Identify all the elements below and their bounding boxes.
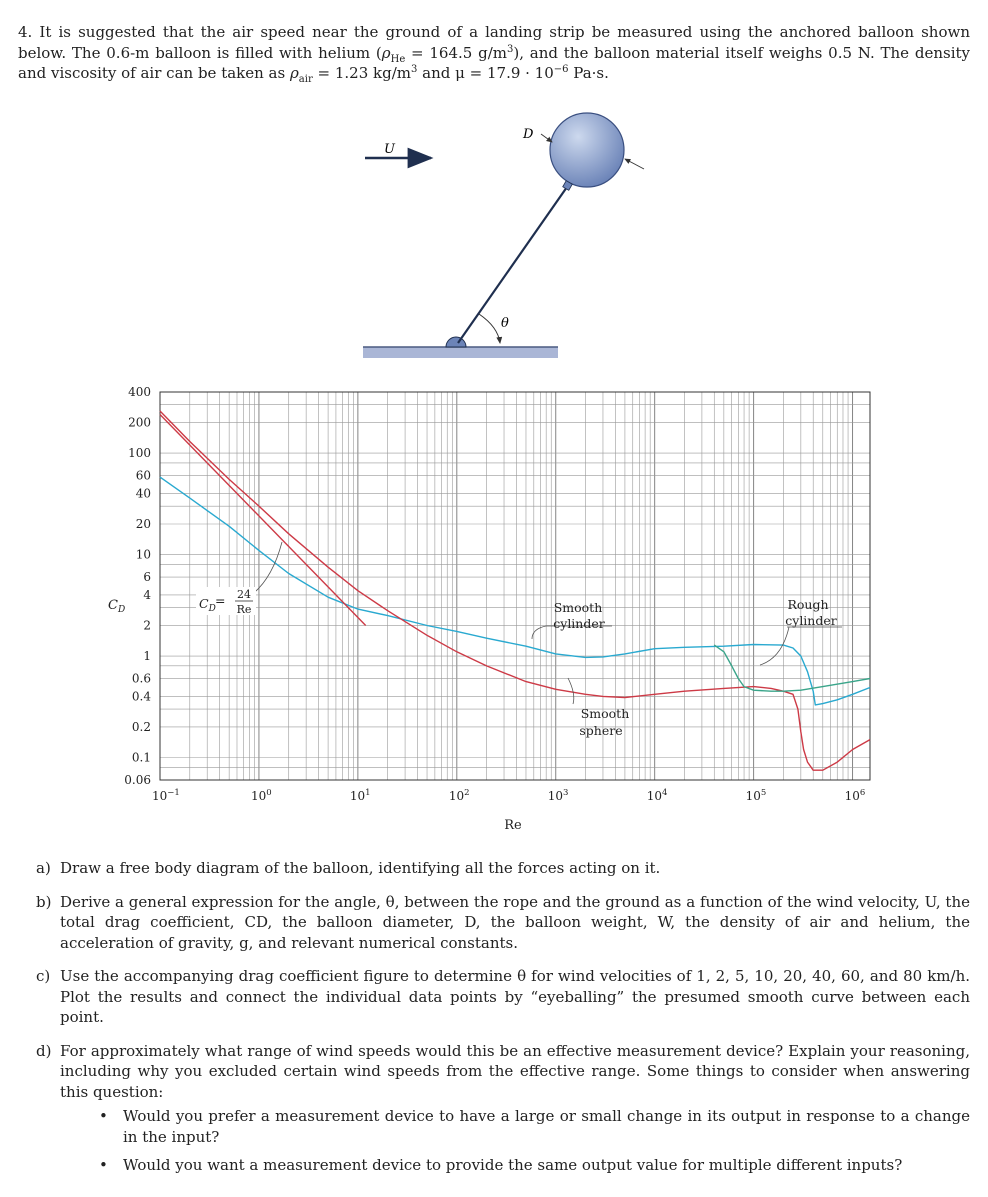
question-b xyxy=(36,892,970,954)
y-tick-label: 10 xyxy=(135,547,151,562)
list-item: • Would you prefer a measurement device to have a large or small change in its output in response to a change in the input? xyxy=(99,1107,970,1146)
question-letter: c) xyxy=(36,967,51,985)
questions xyxy=(36,858,970,1197)
x-tick-label: $10^4$ xyxy=(646,788,668,803)
question-letter: d) xyxy=(36,1041,52,1060)
diameter-label: D xyxy=(523,127,534,142)
theta-arc xyxy=(479,314,500,343)
y-tick-label: 0.4 xyxy=(131,689,151,704)
x-tick-label: $10^1$ xyxy=(349,788,371,803)
y-tick-label: 2 xyxy=(143,618,151,633)
y-tick-label: 0.2 xyxy=(131,719,151,734)
balloon-diagram xyxy=(355,105,655,365)
y-tick-label: 0.06 xyxy=(124,773,151,787)
bullet-icon: • xyxy=(99,1156,108,1174)
y-tick-label: 40 xyxy=(135,486,151,501)
question-d xyxy=(36,1041,970,1184)
y-tick-label: 0.1 xyxy=(131,750,151,765)
annotation-smooth-cylinder-line1: Smooth xyxy=(553,600,603,615)
y-tick-label: 20 xyxy=(135,517,151,532)
chart-series xyxy=(160,411,870,770)
question-letter: b) xyxy=(36,892,52,911)
question-letter: a) xyxy=(36,859,51,877)
y-tick-label: 200 xyxy=(128,415,151,430)
stokes-formula-prefix: $C_D$ xyxy=(199,596,216,614)
y-tick-label: 100 xyxy=(128,446,151,461)
stokes-formula-equals: = xyxy=(215,593,226,608)
y-tick-label: 6 xyxy=(143,570,151,585)
theta-label: θ xyxy=(501,316,509,331)
annotation-rough-cylinder-line1: Rough xyxy=(787,597,829,612)
annotation-smooth-sphere-line1: Smooth xyxy=(580,706,630,721)
question-text: For approximately what range of wind speeds would this be an effective measurement device? Explain your reasoning, including why you excluded certain wind speeds from the effective range. Some things to consider when answering this question: • Would you prefer a measurement device to have a large or small change in its output in response to a change in the input? • Would you want a measurement device to provide the same output value for multiple different inputs? xyxy=(60,1041,970,1174)
x-axis-label: Re xyxy=(504,818,522,833)
x-tick-label: $10^2$ xyxy=(448,788,470,803)
annotation-smooth-sphere-line2: sphere xyxy=(579,723,623,738)
series-line-smooth-cylinder xyxy=(160,477,870,705)
question-text: Derive a general expression for the angle, θ, between the rope and the ground as a function of the wind velocity, U, the total drag coefficient, CD, the balloon diameter, D, the balloon weight, W, the density of air and helium, the acceleration of gravity, g, and relevant numerical constants. xyxy=(60,892,970,952)
bullet-icon: • xyxy=(99,1107,108,1125)
stokes-formula-numerator: 24 xyxy=(237,588,251,601)
annotation-rough-cylinder-line2: cylinder xyxy=(785,613,837,628)
question-text: Use the accompanying drag coefficient figure to determine θ for wind velocities of 1, 2, 5, 10, 20, 40, 60, and 80 km/h. Plot the results and connect the individual data points by “eyeballing” the presumed smooth curve between each point. xyxy=(60,967,970,1026)
plot-frame xyxy=(160,392,870,780)
question-text: Draw a free body diagram of the balloon, identifying all the forces acting on it. xyxy=(60,859,661,877)
series-line-c-d-24-re xyxy=(160,415,366,626)
x-tick-label: $10^6$ xyxy=(844,788,866,803)
stokes-formula-denominator: Re xyxy=(236,603,252,616)
rope xyxy=(458,187,567,343)
y-tick-label: 4 xyxy=(143,587,151,602)
y-tick-label: 60 xyxy=(135,468,151,483)
consideration-list xyxy=(97,1106,970,1176)
ground-strip xyxy=(363,347,558,358)
anchor xyxy=(446,337,466,347)
y-tick-label: 0.6 xyxy=(131,671,151,686)
drag-coefficient-chart xyxy=(100,382,900,842)
x-tick-label: $10^3$ xyxy=(547,788,569,803)
chart-grid xyxy=(160,392,870,780)
diameter-arrow-left xyxy=(541,134,552,142)
balloon xyxy=(550,113,624,187)
series-line-smooth-sphere xyxy=(160,411,870,770)
question-c xyxy=(36,966,970,1028)
diameter-arrow-right xyxy=(625,159,644,169)
x-tick-label: $10^0$ xyxy=(250,788,272,803)
y-tick-label: 1 xyxy=(143,649,151,664)
x-tick-label: $10^5$ xyxy=(745,788,767,803)
x-tick-label: $10^{-1}$ xyxy=(152,788,180,803)
problem-statement: 4. It is suggested that the air speed near the ground of a landing strip be measured using the anchored balloon shown below. The 0.6-m balloon is filled with helium ($\rho_{He} = 164.5$ $g/m^3$), and the balloon material itself weighs 0.5 N. The density and viscosity of air can be taken as $\rho_{air} = 1.23$ $kg/m^3$ and $\mu = 17.9 \cdot 10^{-6}$ Pa·s. xyxy=(18,23,970,85)
y-tick-label: 400 xyxy=(128,385,151,399)
annotation-smooth-cylinder-line2: cylinder xyxy=(553,616,605,631)
series-line-rough-cylinder xyxy=(714,645,870,691)
wind-velocity-label: U xyxy=(384,142,395,157)
y-axis-label: $C_D$ xyxy=(108,598,126,615)
question-a xyxy=(36,858,970,879)
list-item: • Would you want a measurement device to provide the same output value for multiple different inputs? xyxy=(99,1156,903,1174)
